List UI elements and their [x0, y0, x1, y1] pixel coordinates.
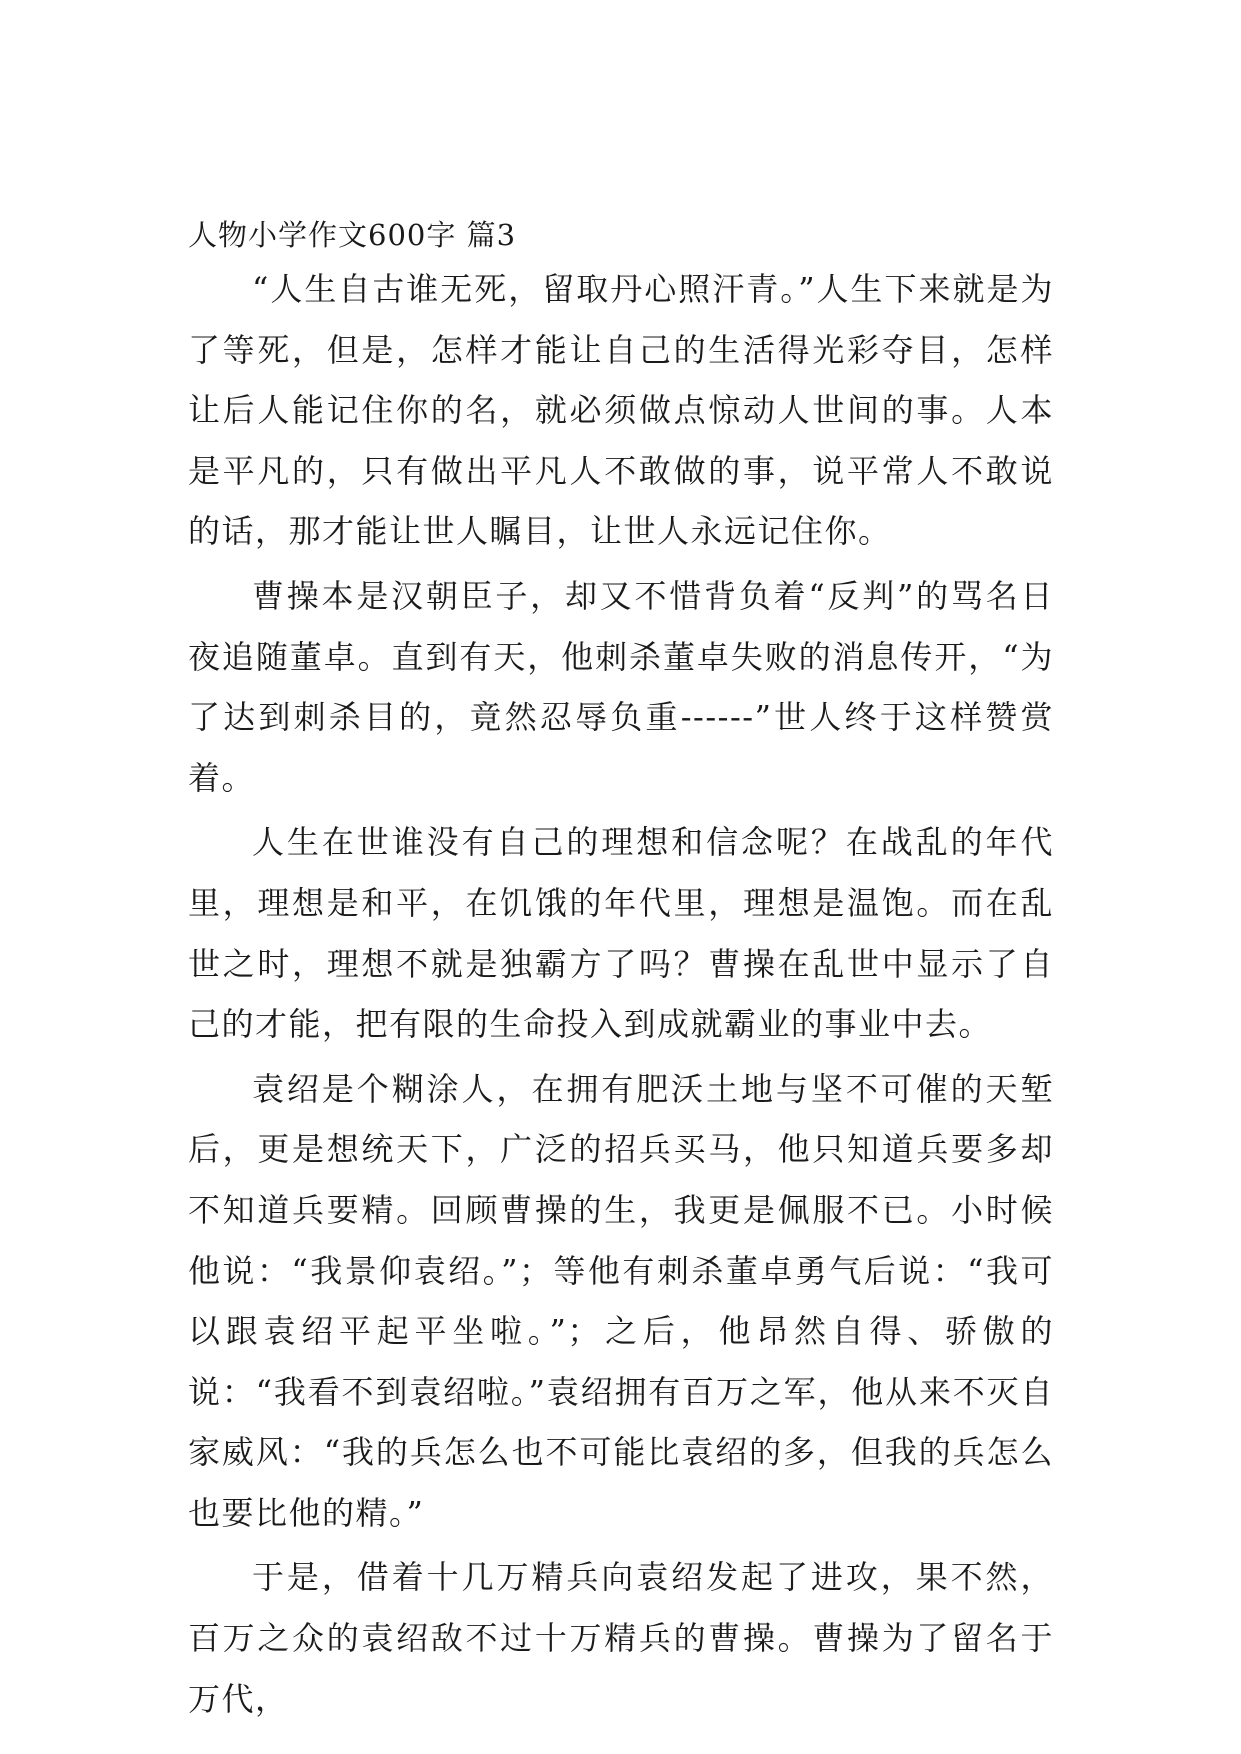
paragraph-4: 袁绍是个糊涂人，在拥有肥沃土地与坚不可催的天堑后，更是想统天下，广泛的招兵买马，他只知道兵要多却不知道兵要精。回顾曹操的生，我更是佩服不已。小时候他说：“我景仰袁绍。”；等他有刺杀董卓勇气后说：“我可以跟袁绍平起平坐啦。”；之后，他昂然自得、骄傲的说：“我看不到袁绍啦。”袁绍拥有百万之军，他从来不灭自家威风：“我的兵怎么也不可能比袁绍的多，但我的兵怎么也要比他的精。”: [188, 1069, 1054, 1532]
essay-heading: 人物小学作文600字 篇3: [188, 218, 517, 252]
paragraph-5: 于是，借着十几万精兵向袁绍发起了进攻，果不然，百万之众的袁绍敌不过十万精兵的曹操。曹操为了留名于万代，: [188, 1558, 1054, 1718]
paragraph-1: “人生自古谁无死，留取丹心照汗青。”人生下来就是为了等死，但是，怎样才能让自己的生活得光彩夺目，怎样让后人能记住你的名，就必须做点惊动人世间的事。人本是平凡的，只有做出平凡人不敢做的事，说平常人不敢说的话，那才能让世人瞩目，让世人永远记住你。: [188, 270, 1054, 551]
paragraph-2: 曹操本是汉朝臣子，却又不惜背负着“反判”的骂名日夜追随董卓。直到有天，他刺杀董卓失败的消息传开，“为了达到刺杀目的，竟然忍辱负重------”世人终于这样赞赏着。: [188, 576, 1054, 797]
document-page: [188, 215, 1054, 1729]
paragraph-3: 人生在世谁没有自己的理想和信念呢？在战乱的年代里，理想是和平，在饥饿的年代里，理想是温饱。而在乱世之时，理想不就是独霸方了吗？曹操在乱世中显示了自己的才能，把有限的生命投入到成就霸业的事业中去。: [188, 823, 1054, 1044]
